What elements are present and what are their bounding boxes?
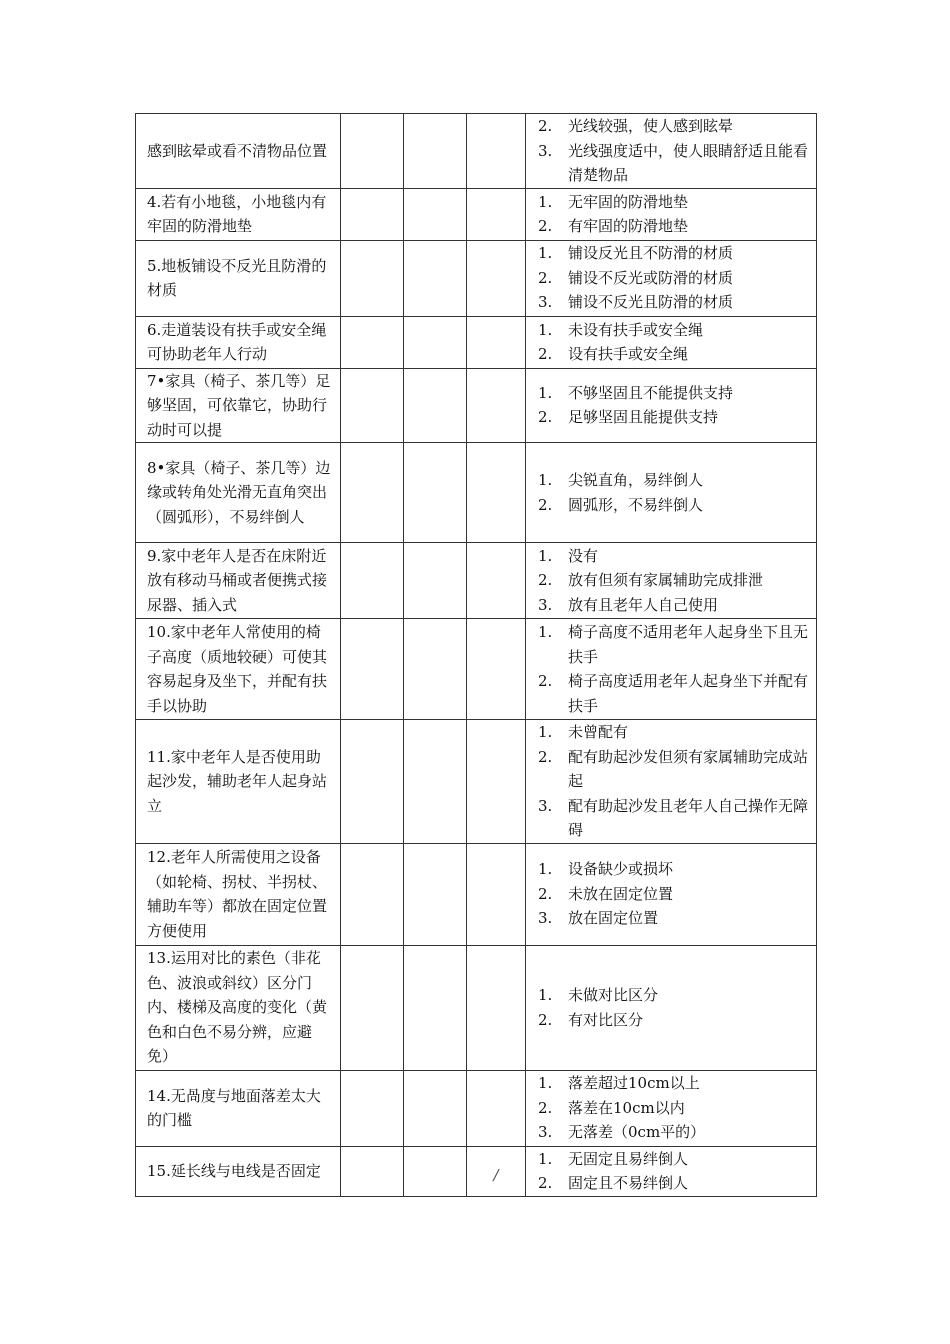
item-cell: [136, 619, 341, 720]
score-cell-1: [341, 1070, 404, 1146]
option-item: [538, 983, 810, 1008]
options-list: [538, 318, 810, 367]
item-description: 5.地板铺设不反光且防滑的材质: [147, 256, 327, 299]
item-description: 15.延长线与电线是否固定: [147, 1161, 321, 1180]
score-cell-1: [341, 240, 404, 316]
options-cell: [526, 114, 817, 189]
option-text: 足够坚固且能提供支持: [568, 408, 719, 427]
option-text: 有对比区分: [568, 1010, 644, 1029]
option-text: 未放在固定位置: [568, 884, 674, 903]
option-text: 放有但须有家属辅助完成排泄: [568, 571, 764, 590]
score-cell-2: [404, 443, 467, 543]
option-text: 尖锐直角，易绊倒人: [568, 471, 704, 489]
option-item: [538, 1096, 810, 1121]
score-cell-3: [467, 1146, 526, 1196]
option-text: 有牢固的防滑地垫: [568, 217, 689, 235]
option-number: 3.: [538, 595, 553, 614]
option-text: 放在固定位置: [568, 909, 659, 928]
item-cell: [136, 843, 341, 945]
option-item: [538, 568, 810, 593]
item-description: 13.运用对比的素色（非花色、波浪或斜纹）区分门内、楼梯及高度的变化（黄色和白色不易分辨，应避免）: [147, 949, 328, 1066]
options-cell: [526, 1146, 817, 1196]
option-text: 配有助起沙发但须有家属辅助完成站起: [568, 747, 809, 790]
score-cell-1: [341, 368, 404, 443]
option-item: [538, 1008, 810, 1033]
option-item: [538, 266, 810, 291]
option-text: 未做对比区分: [568, 986, 659, 1004]
score-cell-2: [404, 240, 467, 316]
option-item: [538, 318, 810, 343]
option-number: 1.: [538, 320, 553, 339]
option-text: 椅子高度不适用老年人起身坐下且无扶手: [568, 623, 809, 666]
score-cell-3: [467, 240, 526, 316]
item-description: 6.走道装设有扶手或安全绳可协助老年人行动: [147, 320, 327, 363]
option-number: 1.: [538, 546, 553, 565]
item-description: 12.老年人所需使用之设备（如轮椅、拐杖、半拐杖、辅助车等）都放在固定位置方便使用: [147, 848, 328, 940]
table-row: [136, 843, 817, 945]
score-cell-3: [467, 316, 526, 368]
option-item: [538, 381, 810, 406]
option-item: [538, 882, 810, 907]
option-text: 光线强度适中，使人眼睛舒适且能看清楚物品: [568, 141, 809, 184]
item-description: 10.家中老年人常使用的椅子高度（质地较硬）可使其容易起身及坐下，并配有扶手以协助: [147, 623, 328, 715]
table-row: [136, 1146, 817, 1196]
option-item: [538, 720, 810, 745]
options-cell: [526, 1070, 817, 1146]
item-description: 8•家具（椅子、茶几等）边缘或转角处光滑无直角突出（圆弧形），不易绊倒人: [147, 458, 331, 526]
table-row: [136, 720, 817, 844]
score-cell-1: [341, 443, 404, 543]
option-number: 1.: [538, 1149, 553, 1168]
score-cell-3: [467, 443, 526, 543]
option-item: [538, 1147, 810, 1172]
item-description: 感到眩晕或看不清物品位置: [147, 141, 328, 160]
score-cell-3: [467, 543, 526, 619]
options-list: [538, 983, 810, 1032]
option-item: [538, 620, 810, 669]
table-row: [136, 443, 817, 543]
option-number: 1.: [538, 1074, 553, 1093]
option-number: 2.: [538, 217, 553, 235]
option-number: 1.: [538, 860, 553, 879]
score-cell-1: [341, 843, 404, 945]
option-text: 不够坚固且不能提供支持: [568, 383, 734, 402]
options-cell: [526, 368, 817, 443]
option-text: 光线较强，使人感到眩晕: [568, 117, 734, 135]
item-cell: [136, 720, 341, 844]
option-item: [538, 493, 810, 518]
option-item: [538, 468, 810, 493]
option-item: [538, 214, 810, 239]
options-cell: [526, 619, 817, 720]
score-cell-1: [341, 1146, 404, 1196]
table-row: [136, 543, 817, 619]
item-description: 7•家具（椅子、茶几等）足够坚固，可依靠它，协助行动时可以提: [147, 371, 331, 439]
table-row: [136, 368, 817, 443]
score-cell-2: [404, 543, 467, 619]
item-cell: [136, 1146, 341, 1196]
item-cell: [136, 188, 341, 240]
option-item: [538, 342, 810, 367]
option-item: [538, 405, 810, 430]
options-list: [538, 544, 810, 618]
option-number: 2.: [538, 884, 553, 903]
score-cell-2: [404, 188, 467, 240]
option-item: [538, 114, 810, 139]
table-row: [136, 619, 817, 720]
options-cell: [526, 188, 817, 240]
option-number: 3.: [538, 796, 553, 815]
options-list: [538, 720, 810, 843]
option-item: [538, 1120, 810, 1145]
option-number: 3.: [538, 1123, 553, 1142]
option-number: 2.: [538, 345, 553, 363]
assessment-table-body: [136, 114, 817, 1197]
option-text: 椅子高度适用老年人起身坐下并配有扶手: [568, 672, 809, 715]
score-cell-1: [341, 188, 404, 240]
options-list: [538, 620, 810, 718]
score-cell-2: [404, 843, 467, 945]
options-list: [538, 468, 810, 517]
item-cell: [136, 1070, 341, 1146]
table-row: [136, 316, 817, 368]
item-description: 9.家中老年人是否在床附近放有移动马桶或者便携式接尿器、插入式: [147, 546, 328, 614]
option-number: 2.: [538, 1174, 553, 1192]
options-cell: [526, 945, 817, 1070]
options-cell: [526, 543, 817, 619]
options-cell: [526, 316, 817, 368]
option-number: 1.: [538, 244, 553, 263]
item-cell: [136, 443, 341, 543]
option-text: 无牢固的防滑地垫: [568, 192, 689, 211]
options-list: [538, 190, 810, 239]
score-cell-3: [467, 114, 526, 189]
option-text: 铺设反光且不防滑的材质: [568, 244, 734, 263]
item-description: 14.无咼度与地面落差太大的门槛: [147, 1086, 321, 1129]
option-number: 2.: [538, 495, 553, 514]
option-number: 3.: [538, 141, 553, 160]
option-item: [538, 1071, 810, 1096]
score-cell-1: [341, 720, 404, 844]
options-cell: [526, 843, 817, 945]
score-cell-3: [467, 368, 526, 443]
option-number: 3.: [538, 909, 553, 928]
option-text: 设有扶手或安全绳: [568, 345, 689, 363]
option-item: [538, 290, 810, 315]
option-number: 1.: [538, 623, 553, 641]
option-text: 圆弧形，不易绊倒人: [568, 495, 704, 514]
option-item: [538, 906, 810, 931]
option-text: 配有助起沙发且老年人自己操作无障碍: [568, 796, 809, 839]
option-text: 无落差（0cm平的）: [568, 1123, 706, 1142]
score-cell-2: [404, 316, 467, 368]
table-row: [136, 240, 817, 316]
options-list: [538, 114, 810, 188]
option-text: 落差在10cm以内: [568, 1098, 685, 1117]
option-text: 没有: [568, 546, 599, 565]
score-cell-3: [467, 945, 526, 1070]
options-list: [538, 241, 810, 315]
option-item: [538, 593, 810, 618]
option-item: [538, 857, 810, 882]
score-cell-2: [404, 1146, 467, 1196]
table-row: [136, 114, 817, 189]
home-safety-assessment-table: [135, 113, 817, 1197]
item-cell: [136, 945, 341, 1070]
score-cell-1: [341, 945, 404, 1070]
item-description: 11.家中老年人是否使用助起沙发，辅助老年人起身站立: [147, 747, 328, 815]
score-cell-1: [341, 316, 404, 368]
table-row: [136, 1070, 817, 1146]
options-list: [538, 857, 810, 931]
options-cell: [526, 720, 817, 844]
score-cell-2: [404, 945, 467, 1070]
option-text: 固定且不易绊倒人: [568, 1174, 689, 1192]
item-cell: [136, 316, 341, 368]
score-cell-1: [341, 619, 404, 720]
option-item: [538, 1171, 810, 1196]
option-text: 未曾配有: [568, 723, 629, 741]
options-list: [538, 1147, 810, 1196]
option-text: 铺设不反光或防滑的材质: [568, 268, 734, 287]
score-cell-3: [467, 1070, 526, 1146]
options-cell: [526, 443, 817, 543]
score-cell-2: [404, 114, 467, 189]
option-number: 1.: [538, 383, 553, 402]
option-text: 放有且老年人自己使用: [568, 595, 719, 614]
item-cell: [136, 240, 341, 316]
option-number: 1.: [538, 471, 553, 489]
item-cell: [136, 368, 341, 443]
score-cell-3: [467, 619, 526, 720]
option-number: 1.: [538, 192, 553, 211]
option-item: [538, 669, 810, 718]
option-number: 2.: [538, 268, 553, 287]
option-item: [538, 241, 810, 266]
score-cell-3: [467, 843, 526, 945]
option-text: 落差超过10cm以上: [568, 1074, 700, 1093]
option-number: 1.: [538, 986, 553, 1004]
options-list: [538, 1071, 810, 1145]
option-text: 未设有扶手或安全绳: [568, 320, 704, 339]
option-text: 铺设不反光且防滑的材质: [568, 293, 734, 312]
score-cell-2: [404, 368, 467, 443]
option-item: [538, 544, 810, 569]
score-cell-3: [467, 720, 526, 844]
option-number: 2.: [538, 672, 553, 690]
options-list: [538, 381, 810, 430]
option-number: 2.: [538, 408, 553, 427]
score-cell-2: [404, 619, 467, 720]
table-row: [136, 945, 817, 1070]
option-number: 3.: [538, 293, 553, 312]
score-cell-2: [404, 1070, 467, 1146]
score-cell-2: [404, 720, 467, 844]
score-cell-3: [467, 188, 526, 240]
option-number: 2.: [538, 571, 553, 590]
item-cell: [136, 543, 341, 619]
option-number: 2.: [538, 1098, 553, 1117]
option-number: 2.: [538, 1010, 553, 1029]
option-item: [538, 745, 810, 794]
option-number: 1.: [538, 723, 553, 741]
score-cell-1: [341, 114, 404, 189]
table-row: [136, 188, 817, 240]
option-item: [538, 139, 810, 188]
option-number: 2.: [538, 747, 553, 766]
option-text: 设备缺少或损坏: [568, 860, 674, 879]
check-mark: /: [493, 1165, 499, 1184]
item-cell: [136, 114, 341, 189]
score-cell-1: [341, 543, 404, 619]
option-item: [538, 794, 810, 843]
options-cell: [526, 240, 817, 316]
item-description: 4.若有小地毯，小地毯内有牢固的防滑地垫: [147, 192, 327, 235]
option-number: 2.: [538, 117, 553, 135]
option-text: 无固定且易绊倒人: [568, 1149, 689, 1168]
option-item: [538, 190, 810, 215]
